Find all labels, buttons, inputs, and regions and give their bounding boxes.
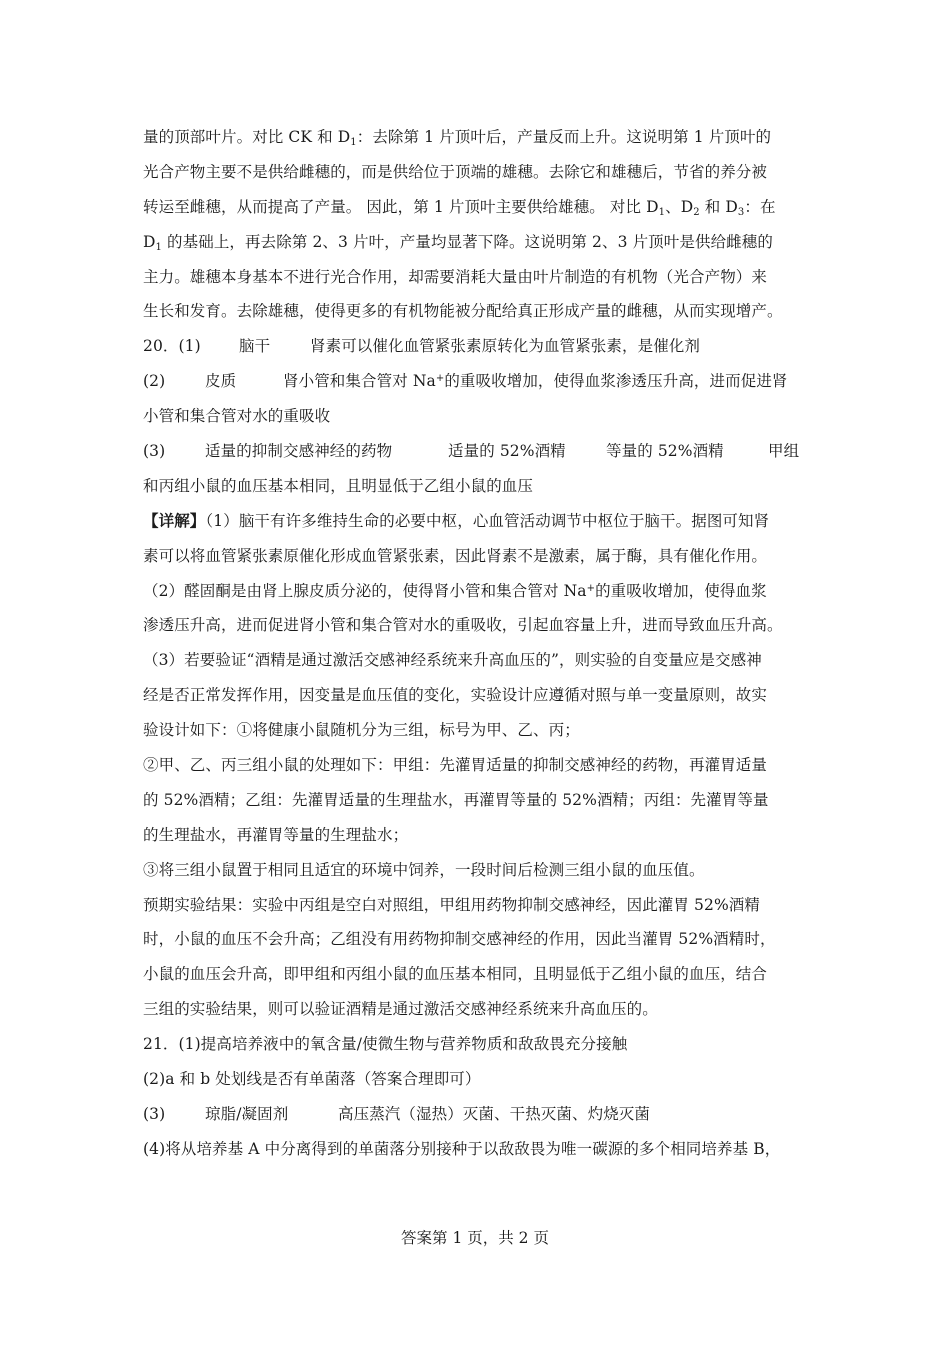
question-number: 20．(1) <box>143 337 201 356</box>
q19-line-6: 生长和发育。去除雄穗，使得更多的有机物能被分配给真正形成产量的雌穗，从而实现增产。 <box>143 302 783 321</box>
q20-answer-2-cont: 小管和集合管对水的重吸收 <box>143 407 331 426</box>
q20-answer-2: (2) 皮质 肾小管和集合管对 Na+的重吸收增加，使得血浆渗透压升高，进而促进肾 <box>143 372 788 391</box>
q20-answer-3: (3) 适量的抑制交感神经的药物 适量的 52%酒精 等量的 52%酒精 甲组 <box>143 442 800 461</box>
q20-detail-12: 预期实验结果：实验中丙组是空白对照组，甲组用药物抑制交感神经，因此灌胃 52%酒精 <box>143 895 760 914</box>
page-footer: 答案第 1 页，共 2 页 <box>401 1229 549 1247</box>
q20-detail-6: 经是否正常发挥作用，因变量是血压值的变化，实验设计应遵循对照与单一变量原则，故实 <box>143 686 768 705</box>
q20-detail-8: ②甲、乙、丙三组小鼠的处理如下：甲组：先灌胃适量的抑制交感神经的药物，再灌胃适量 <box>143 756 768 775</box>
q21-answer-4: (4)将从培养基 A 中分离得到的单菌落分别接种于以敌敌畏为唯一碳源的多个相同培养基 B， <box>143 1139 781 1158</box>
q19-line-1: 量的顶部叶片。对比 CK 和 $D_1$：去除第 1 片顶叶后，产量反而上升。这说明第 1 片顶叶的 <box>143 128 772 148</box>
q19-line-3: 转运至雌穗，从而提高了产量。 因此，第 1 片顶叶主要供给雄穗。 对比 $D_1$、$D_2$ 和 $D_3$：在 <box>143 197 776 218</box>
q20-detail-1: 【详解】（1）脑干有许多维持生命的必要中枢，心血管活动调节中枢位于脑干。据图可知肾 <box>143 510 770 530</box>
q21-answer-3: (3) 琼脂/凝固剂 高压蒸汽（湿热）灭菌、干热灭菌、灼烧灭菌 <box>143 1104 651 1123</box>
q20-detail-9: 的 52%酒精；乙组：先灌胃适量的生理盐水，再灌胃等量的 52%酒精；丙组：先灌胃等量 <box>143 790 769 809</box>
q20-detail-3: （2）醛固酮是由肾上腺皮质分泌的，使得肾小管和集合管对 Na+的重吸收增加，使得血浆 <box>143 581 767 600</box>
q21-answer-2: (2)a 和 b 处划线是否有单菌落（答案合理即可） <box>143 1070 481 1089</box>
q20-answer-3-cont: 和丙组小鼠的血压基本相同，且明显低于乙组小鼠的血压 <box>143 476 534 495</box>
q20-detail-13: 时，小鼠的血压不会升高；乙组没有用药物抑制交感神经的作用，因此当灌胃 52%酒精时， <box>143 930 776 949</box>
q19-line-5: 主力。雄穗本身基本不进行光合作用，却需要消耗大量由叶片制造的有机物（光合产物）来 <box>143 267 768 286</box>
q20-detail-14: 小鼠的血压会升高，即甲组和丙组小鼠的血压基本相同，且明显低于乙组小鼠的血压，结合 <box>143 965 768 984</box>
q20-detail-4: 渗透压升高，进而促进肾小管和集合管对水的重吸收，引起血容量上升，进而导致血压升高。 <box>143 616 783 635</box>
q20-detail-5: （3）若要验证“酒精是通过激活交感神经系统来升高血压的”，则实验的自变量应是交感神 <box>143 651 762 670</box>
q19-line-4: $D_1$ 的基础上，再去除第 2、3 片叶，产量均显著下降。这说明第 2、3 片顶叶是供给雌穗的 <box>143 232 773 253</box>
q20-detail-15: 三组的实验结果，则可以验证酒精是通过激活交感神经系统来升高血压的。 <box>143 1000 658 1019</box>
page-content <box>143 120 823 1167</box>
q20-detail-10: 的生理盐水，再灌胃等量的生理盐水； <box>143 825 409 844</box>
detail-label: 【详解】 <box>143 510 206 530</box>
q20-detail-7: 验设计如下：①将健康小鼠随机分为三组，标号为甲、乙、丙； <box>143 721 580 740</box>
q21-answer-1: 21．(1)提高培养液中的氧含量/使微生物与营养物质和敌敌畏充分接触 <box>143 1035 628 1054</box>
q20-detail-2: 素可以将血管紧张素原催化形成血管紧张素，因此肾素不是激素，属于酶，具有催化作用。 <box>143 546 768 565</box>
q20-detail-11: ③将三组小鼠置于相同且适宜的环境中饲养，一段时间后检测三组小鼠的血压值。 <box>143 860 705 879</box>
q20-answer-1: 20．(1) 脑干 肾素可以催化血管紧张素原转化为血管紧张素，是催化剂 <box>143 329 823 364</box>
q19-line-2: 光合产物主要不是供给雌穗的，而是供给位于顶端的雄穗。去除它和雄穗后，节省的养分被 <box>143 162 768 181</box>
